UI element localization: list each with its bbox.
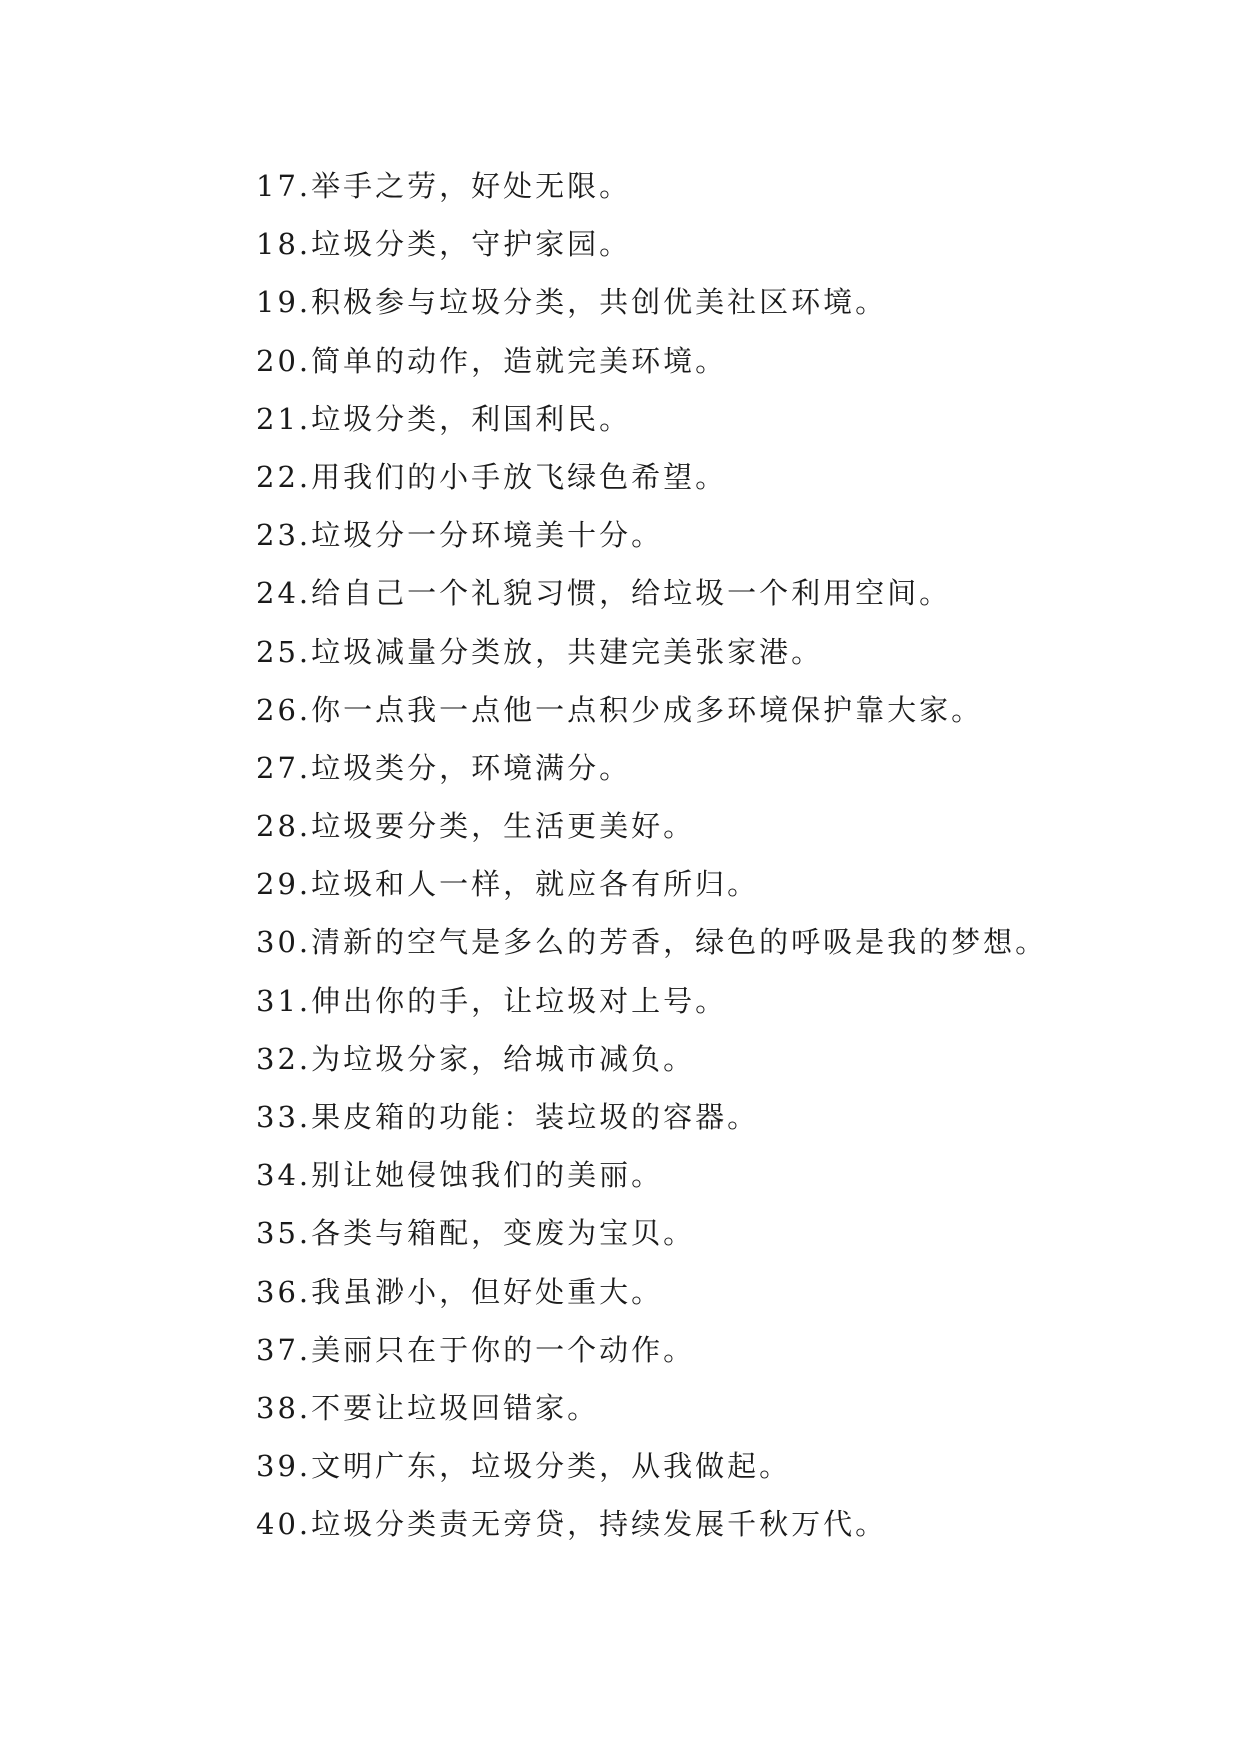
slogan-list — [256, 157, 1216, 1554]
list-item: 24.给自己一个礼貌习惯，给垃圾一个利用空间。 — [256, 576, 952, 611]
list-item: 37.美丽只在于你的一个动作。 — [256, 1332, 696, 1367]
list-item: 35.各类与箱配，变废为宝贝。 — [256, 1216, 696, 1251]
list-item: 19.积极参与垃圾分类，共创优美社区环境。 — [256, 285, 888, 320]
list-item: 30.清新的空气是多么的芳香，绿色的呼吸是我的梦想。 — [256, 925, 1048, 960]
list-item: 27.垃圾类分，环境满分。 — [256, 750, 632, 785]
list-item: 22.用我们的小手放飞绿色希望。 — [256, 459, 728, 494]
list-item: 25.垃圾减量分类放，共建完美张家港。 — [256, 634, 824, 669]
list-item: 20.简单的动作，造就完美环境。 — [256, 343, 728, 378]
list-item: 39.文明广东，垃圾分类，从我做起。 — [256, 1449, 792, 1484]
list-item: 32.为垃圾分家，给城市减负。 — [256, 1041, 696, 1076]
list-item: 23.垃圾分一分环境美十分。 — [256, 518, 664, 553]
list-item: 26.你一点我一点他一点积少成多环境保护靠大家。 — [256, 692, 984, 727]
list-item: 34.别让她侵蚀我们的美丽。 — [256, 1158, 664, 1193]
list-item: 33.果皮箱的功能：装垃圾的容器。 — [256, 1100, 760, 1134]
list-item: 17.举手之劳，好处无限。 — [256, 169, 632, 203]
list-item: 21.垃圾分类，利国利民。 — [256, 401, 632, 436]
list-item: 36.我虽渺小，但好处重大。 — [256, 1274, 664, 1309]
list-item: 29.垃圾和人一样，就应各有所归。 — [256, 867, 760, 902]
list-item: 40.垃圾分类责无旁贷，持续发展千秋万代。 — [256, 1507, 888, 1542]
list-item: 18.垃圾分类，守护家园。 — [256, 227, 632, 262]
list-item: 28.垃圾要分类，生活更美好。 — [256, 809, 696, 844]
list-item: 38.不要让垃圾回错家。 — [256, 1390, 600, 1425]
list-item: 31.伸出你的手，让垃圾对上号。 — [256, 983, 728, 1018]
